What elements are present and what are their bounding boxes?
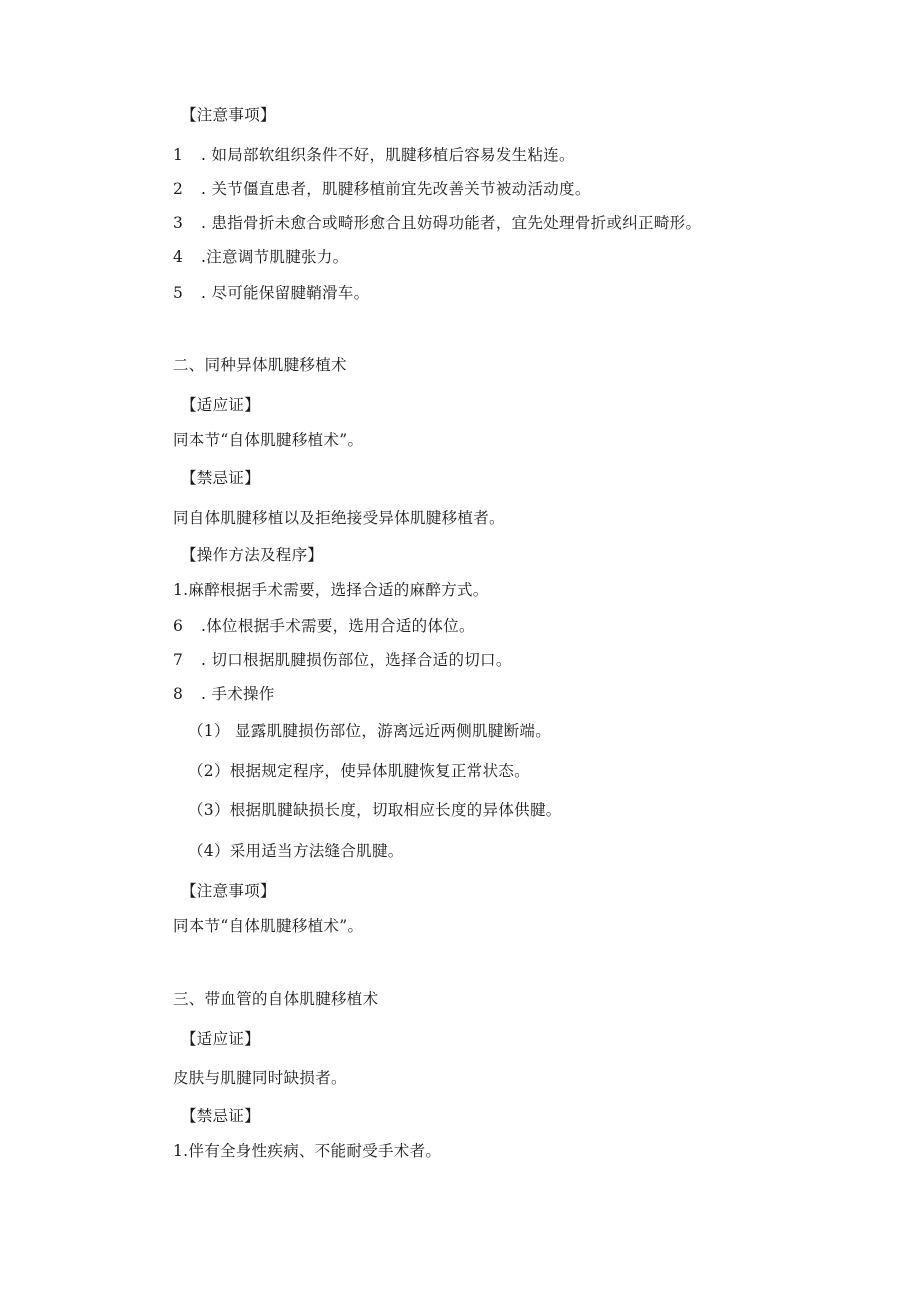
substep-item: （3）根据肌腱缺损长度，切取相应长度的异体供腱。 <box>188 801 562 819</box>
section-title: 二、同种异体肌腱移植术 <box>173 356 347 374</box>
note-item: 2 . 关节僵直患者，肌腱移植前宜先改善关节被动活动度。 <box>173 180 591 198</box>
indication-text: 皮肤与肌腱同时缺损者。 <box>173 1069 347 1087</box>
step-item: 7 . 切口根据肌腱损伤部位，选择合适的切口。 <box>173 651 512 669</box>
section-heading-indication: 【适应证】 <box>181 1030 261 1048</box>
step-item: 6 .体位根据手术需要，选用合适的体位。 <box>173 617 475 635</box>
section-heading-indication: 【适应证】 <box>181 396 261 414</box>
notes-text: 同本节“自体肌腱移植术”。 <box>173 917 364 935</box>
note-item: 5 . 尽可能保留腱鞘滑车。 <box>173 284 370 302</box>
section-heading-contraindication: 【禁忌证】 <box>181 469 261 487</box>
substep-item: （1） 显露肌腱损伤部位，游离远近两侧肌腱断端。 <box>188 722 551 740</box>
section-heading-notes: 【注意事项】 <box>181 106 276 124</box>
section-heading-method: 【操作方法及程序】 <box>181 546 324 564</box>
indication-text: 同本节“自体肌腱移植术”。 <box>173 431 364 449</box>
section-heading-contraindication: 【禁忌证】 <box>181 1107 261 1125</box>
section-title: 三、带血管的自体肌腱移植术 <box>173 990 379 1008</box>
note-item: 1 . 如局部软组织条件不好，肌腱移植后容易发生粘连。 <box>173 146 575 164</box>
note-item: 3 . 患指骨折未愈合或畸形愈合且妨碍功能者，宜先处理骨折或纠正畸形。 <box>173 214 702 232</box>
section-heading-notes: 【注意事项】 <box>181 882 276 900</box>
substep-item: （2）根据规定程序，使异体肌腱恢复正常状态。 <box>188 762 530 780</box>
note-item: 4 .注意调节肌腱张力。 <box>173 248 349 266</box>
substep-item: （4）采用适当方法缝合肌腱。 <box>188 842 404 860</box>
contraindication-text: 同自体肌腱移植以及拒绝接受异体肌腱移植者。 <box>173 509 505 527</box>
step-item: 1.麻醉根据手术需要，选择合适的麻醉方式。 <box>173 581 489 599</box>
step-item: 8 . 手术操作 <box>173 685 275 703</box>
contraindication-text: 1.伴有全身性疾病、不能耐受手术者。 <box>173 1142 442 1160</box>
